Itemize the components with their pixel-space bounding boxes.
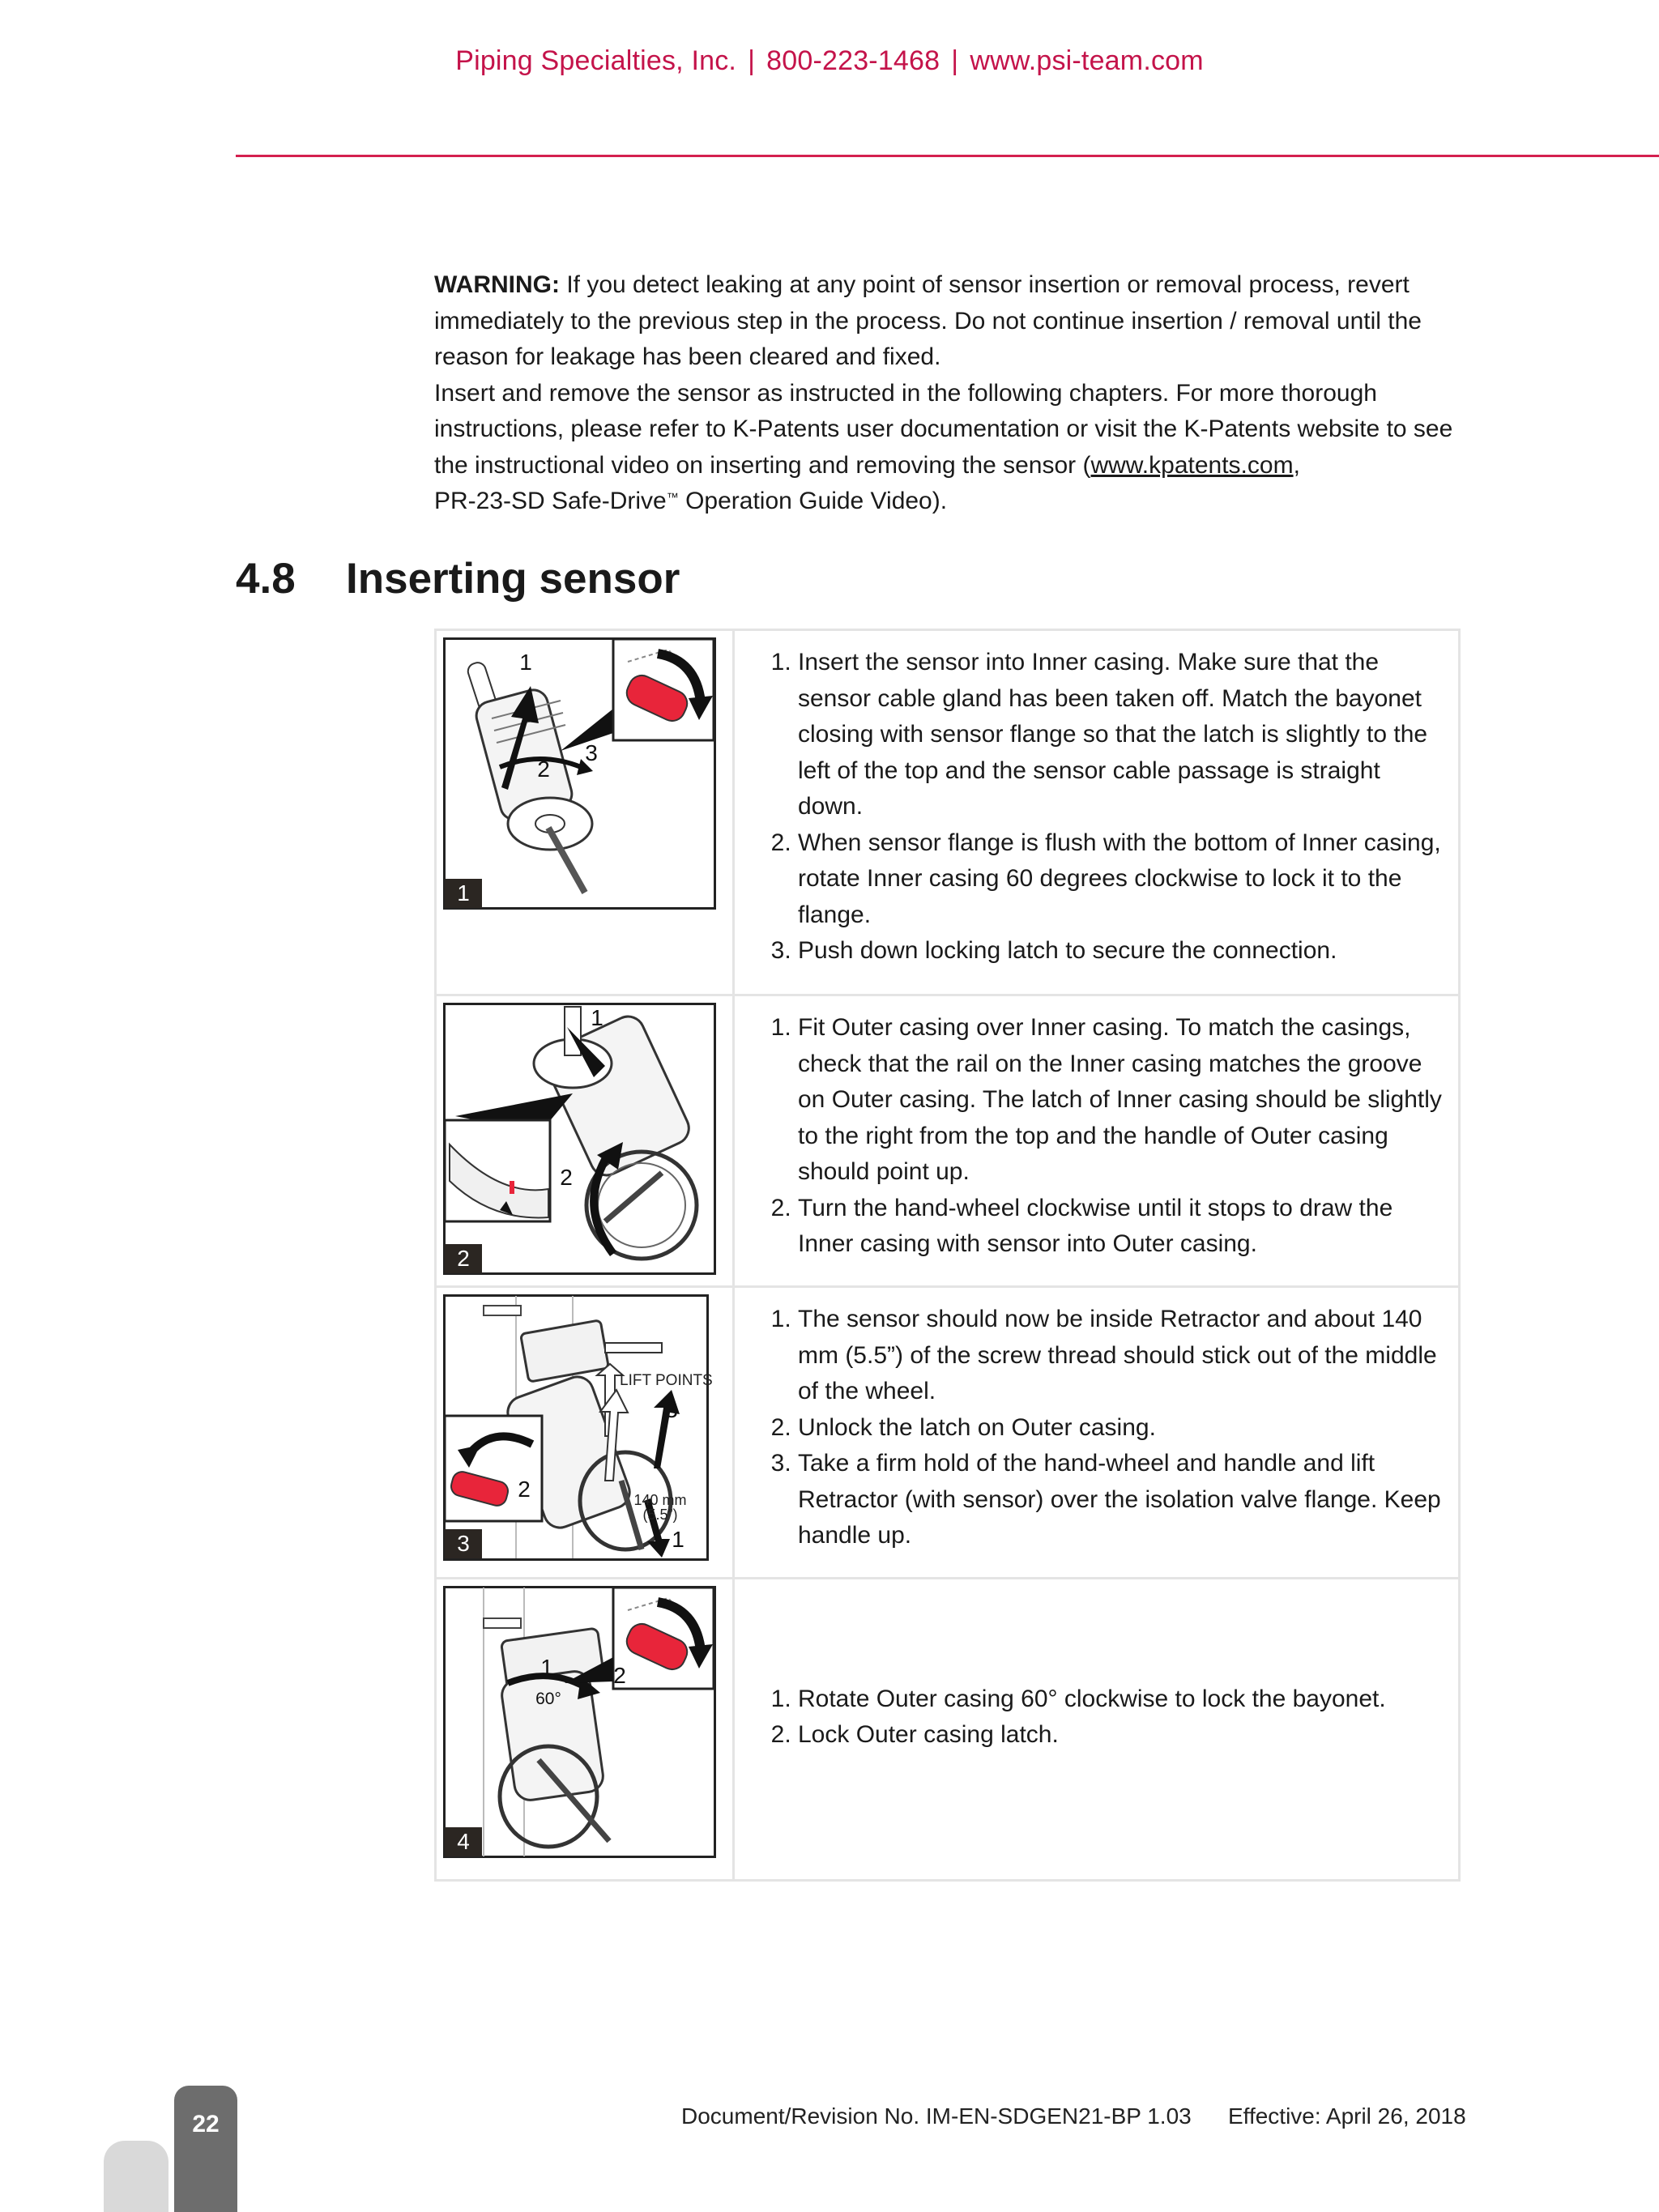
document-revision: Document/Revision No. IM-EN-SDGEN21-BP 1.03 (681, 2103, 1192, 2129)
step-instructions (748, 1302, 1448, 1554)
section-title: Inserting sensor (346, 555, 680, 603)
step-text-cell (734, 1579, 1460, 1881)
section-number: 4.8 (236, 555, 296, 603)
callout-label: 2 (613, 1663, 626, 1688)
instruction-item: 2. Turn the hand-wheel clockwise until it stops to draw the Inner casing with sensor into Outer casing. (798, 1191, 1448, 1263)
kpatents-link[interactable]: www.kpatents.com (1090, 451, 1294, 479)
instruction-item: 2. When sensor flange is flush with the bottom of Inner casing, rotate Inner casing 60 degrees clockwise to lock it to the flange. (798, 825, 1448, 934)
instruction-item: 1. The sensor should now be inside Retractor and about 140 mm (5.5”) of the screw thread should stick out of the middle of the wheel. (798, 1302, 1448, 1410)
section-heading (236, 554, 680, 603)
callout-label: 1 (519, 650, 532, 675)
step-figure-cell (436, 1579, 734, 1881)
page-number-tab (174, 2086, 237, 2212)
step-text-cell (734, 995, 1460, 1287)
header-rule (236, 155, 1659, 157)
guide-suffix: Operation Guide Video). (678, 488, 948, 514)
step-instructions (748, 645, 1448, 970)
step-figure-cell (436, 1287, 734, 1579)
footer-tab-decoration (104, 2141, 168, 2212)
after-link-text: , (1293, 451, 1300, 479)
instruction-item: 2. Unlock the latch on Outer casing. (798, 1410, 1448, 1447)
step-instructions (748, 1010, 1448, 1263)
callout-label: 1 (672, 1527, 684, 1552)
lift-retractor-illustration (443, 1294, 716, 1566)
figure-number-label: 3 (457, 1531, 470, 1556)
angle-label: 60° (535, 1690, 561, 1708)
lock-bayonet-illustration (443, 1586, 716, 1858)
header-separator: | (951, 45, 959, 76)
instruction-item: 3. Take a firm hold of the hand-wheel and handle and lift Retractor (with sensor) over the isolation valve flange. Keep handle up. (798, 1446, 1448, 1554)
callout-label: 2 (518, 1477, 531, 1502)
figure-number-label: 1 (457, 880, 470, 906)
callout-label: 2 (560, 1165, 573, 1190)
lift-points-label: LIFT POINTS (620, 1372, 713, 1389)
measure-mm-label: 140 mm (633, 1492, 687, 1508)
warning-label: WARNING: (434, 271, 560, 298)
warning-text: If you detect leaking at any point of sensor insertion or removal process, revert immediately to the previous step in the process. Do not continue insertion / removal until the reason for leakage has been cleared and fixed. (434, 271, 1422, 370)
instruction-item: 1. Insert the sensor into Inner casing. Make sure that the sensor cable gland has been taken off. Match the bayonet closing with sensor flange so that the latch is slightly to the left of the top and the sensor cable passage is straight down. (798, 645, 1448, 825)
guide-prefix: PR-23-SD Safe-Drive (434, 488, 667, 514)
steps-table (434, 629, 1461, 1882)
instruction-item: 3. Push down locking latch to secure the connection. (798, 933, 1448, 970)
step-figure (437, 996, 732, 1285)
header-website-link[interactable]: www.psi-team.com (970, 45, 1204, 76)
callout-label: 1 (540, 1655, 553, 1680)
intro-text (434, 267, 1479, 520)
header-separator: | (748, 45, 756, 76)
step-row (436, 995, 1460, 1287)
step-figure (437, 1288, 732, 1577)
step-row (436, 630, 1460, 995)
measure-in-label: (5.5”) (642, 1507, 678, 1523)
step-instructions (748, 1681, 1448, 1754)
step-text-cell (734, 630, 1460, 995)
step-figure (437, 1579, 732, 1879)
step-row (436, 1287, 1460, 1579)
figure-number-label: 4 (457, 1829, 470, 1854)
callout-label: 3 (585, 740, 598, 765)
step-figure (437, 631, 732, 994)
page-header (0, 45, 1659, 77)
warning-paragraph (434, 267, 1479, 376)
sensor-insert-illustration (443, 637, 716, 910)
effective-date: Effective: April 26, 2018 (1228, 2103, 1466, 2129)
outer-casing-illustration (443, 1003, 716, 1275)
step-figure-cell (436, 630, 734, 995)
instruction-item: 2. Lock Outer casing latch. (798, 1717, 1448, 1754)
step-figure-cell (436, 995, 734, 1287)
instruction-item: 1. Rotate Outer casing 60° clockwise to lock the bayonet. (798, 1681, 1448, 1718)
trademark-symbol: ™ (666, 491, 679, 505)
callout-label: 1 (591, 1005, 603, 1030)
figure-number-label: 2 (457, 1246, 470, 1271)
page-number: 22 (192, 2111, 220, 2137)
step-text-cell (734, 1287, 1460, 1579)
header-phone: 800-223-1468 (766, 45, 940, 76)
callout-label: 3 (665, 1397, 678, 1422)
body-text: Insert and remove the sensor as instructed in the following chapters. For more thorough instructions, please refer to K-Patents user documentation or visit the K-Patents website to see the instructional video on inserting and removing the sensor ( (434, 379, 1453, 479)
body-paragraph (434, 376, 1479, 520)
step-row (436, 1579, 1460, 1881)
header-company: Piping Specialties, Inc. (455, 45, 737, 76)
instruction-item: 1. Fit Outer casing over Inner casing. To match the casings, check that the rail on the Inner casing matches the groove on Outer casing. The latch of Inner casing should be slightly to the right from the top and the handle of Outer casing should point up. (798, 1010, 1448, 1191)
callout-label: 2 (537, 757, 550, 782)
